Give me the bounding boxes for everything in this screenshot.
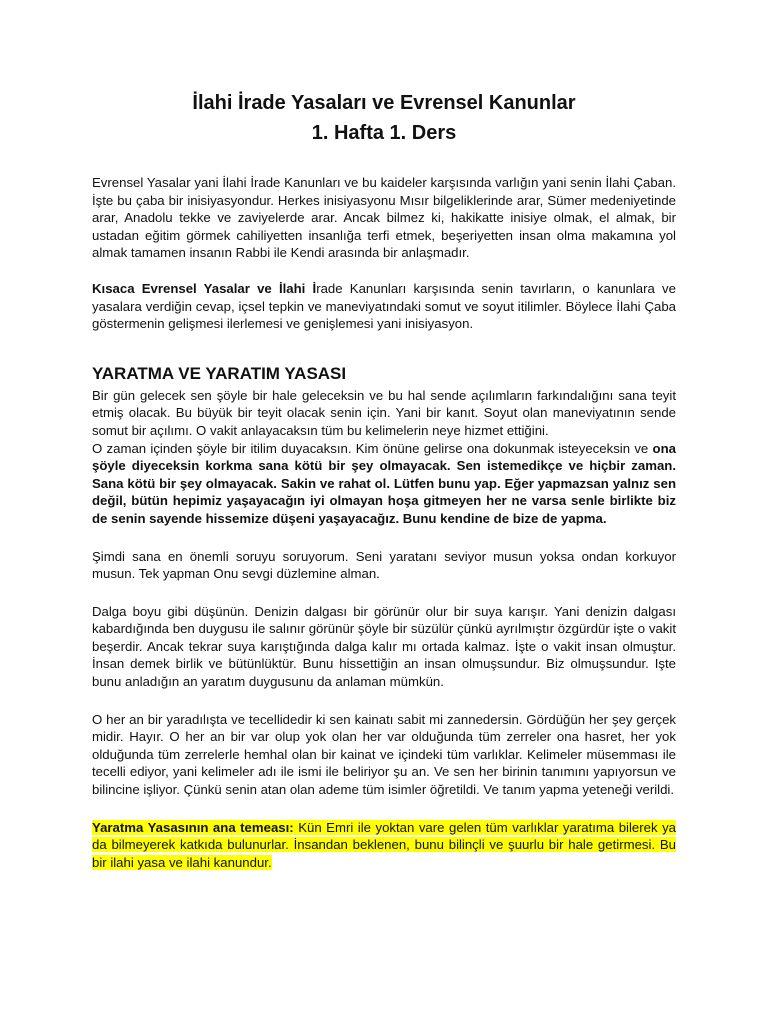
summary-bold-lead: Kısaca Evrensel Yasalar ve İlahi İ	[92, 280, 317, 296]
paragraph-impulse	[92, 440, 676, 528]
paragraph-wave: Dalga boyu gibi düşünün. Denizin dalgası bir görünür olur bir suya karışır. Yani denizin dalgası kabardığında ben duygusu ile salınır görünür şöyle bir süzülür çünkü ayrılmıştır özgürdür işte o vakit beşerdir. Ancak tekrar suya karıştığında dalga kalır mı ortada kalmaz. İşte o vakit insan olmuştur. İnsan demek birlik ve bütünlüktür. Bunu hissettiğin an insan olmuşsundur. Biz olmuşsundur. Işte bunu anladığın an yaratım duygusunu da anlaman mümkün.	[92, 603, 676, 690]
title-block	[92, 88, 676, 148]
paragraph-main-theme	[92, 819, 676, 872]
impulse-intro: O zaman içinden şöyle bir itilim duyacaksın. Kim önüne gelirse ona dokunmak isteyeceksin ve	[92, 440, 653, 456]
paragraph-summary	[92, 280, 676, 333]
paragraph-creation: O her an bir yaradılışta ve tecellidedir ki sen kainatı sabit mi zannedersin. Gördüğün her şey gerçek midir. Hayır. O her an bir var olup yok olan her var olduğunda tüm zerreler ona hasret, her yok olduğunda tüm zerrelerle hemhal olan bir kainat ve içindeki tüm varlıklar. Kelimeler müsemması ile tecelli ediyor, yani kelimeler adı ile ismi ile beliriyor şu an. Ve sen her birinin tanımını yapıyorsun ve bilincine işliyor. Çünkü senin atan olan ademe tüm isimler öğretildi. Ve tanım yapma yeteneği verildi.	[92, 711, 676, 798]
main-theme-label: Yaratma Yasasının ana temeası:	[92, 819, 294, 835]
impulse-bold-text: ona şöyle diyeceksin korkma sana kötü bir şey olmayacak. Sen istemedikçe ve hiçbir zaman. Sana kötü bir şey olmayacak. Sakin ve rahat ol. Lütfen bunu yap. Eğer yapmazsan yalnız sen değil, bütün hepimiz yaşayacağın iyi olmayan hoşa gitmeyen her ne varsa senle birlikte biz de senin sayende hissemize düşeni yaşayacağız. Bunu kendine de bize de yapma.	[92, 440, 676, 526]
paragraph-affirmation: Bir gün gelecek sen şöyle bir hale geleceksin ve bu hal sende açılımların farkındalığını sana teyit etmiş olacak. Bu büyük bir teyit olacak senin için. Yani bir kanıt. Soyut olan maneviyatının sende somut bir açılımı. O vakit anlayacaksın tüm bu kelimelerin neye hizmet ettiğini.	[92, 387, 676, 438]
section-heading: YARATMA VE YARATIM YASASI	[92, 363, 347, 383]
summary-text: rade Kanunları karşısında senin tavırların, o kanunlara ve yasalara verdiğin cevap, içsel tepkin ve maneviyatındaki somut ve soyut itilimler. Böylece İlahi Çaba göstermenin gelişmesi ilerlemesi ve genişlemesi yani inisiyasyon.	[92, 280, 676, 332]
main-theme-text: Kün Emri ile yoktan vare gelen tüm varlıklar yaratıma bilerek ya da bilmeyerek katkıda bulunurlar. İnsandan beklenen, bunu bilinçli ve şuurlu bir hale getirmesi. Bu bir ilahi yasa ve ilahi kanundur.	[92, 819, 677, 870]
document-content	[92, 88, 676, 871]
paragraph-intro: Evrensel Yasalar yani İlahi İrade Kanunları ve bu kaideler karşısında varlığın yani senin İlahi Çaban. İşte bu çaba bir inisiyasyondur. Herkes inisiyasyonu Mısır bilgeliklerinde arar, Sümer medeniyetinde arar, Anadolu tekke ve zaviyelerde arar. Ancak bilmez ki, hakikatte inisiye olmak, el almak, bir ustadan eğitim görmek cahiliyetten insanlığa terfi etmek, beşeriyetten insan olma makamına yol almak tamamen insanın Rabbi ile Kendi arasında bir anlaşmadır.	[92, 175, 676, 261]
paragraph-question: Şimdi sana en önemli soruyu soruyorum. Seni yaratanı seviyor musun yoksa ondan korkuyor musun. Tek yapman Onu sevgi düzlemine alman.	[92, 548, 676, 582]
document-title: İlahi İrade Yasaları ve Evrensel Kanunlar	[192, 92, 576, 114]
lesson-subtitle: 1. Hafta 1. Ders	[311, 122, 457, 144]
